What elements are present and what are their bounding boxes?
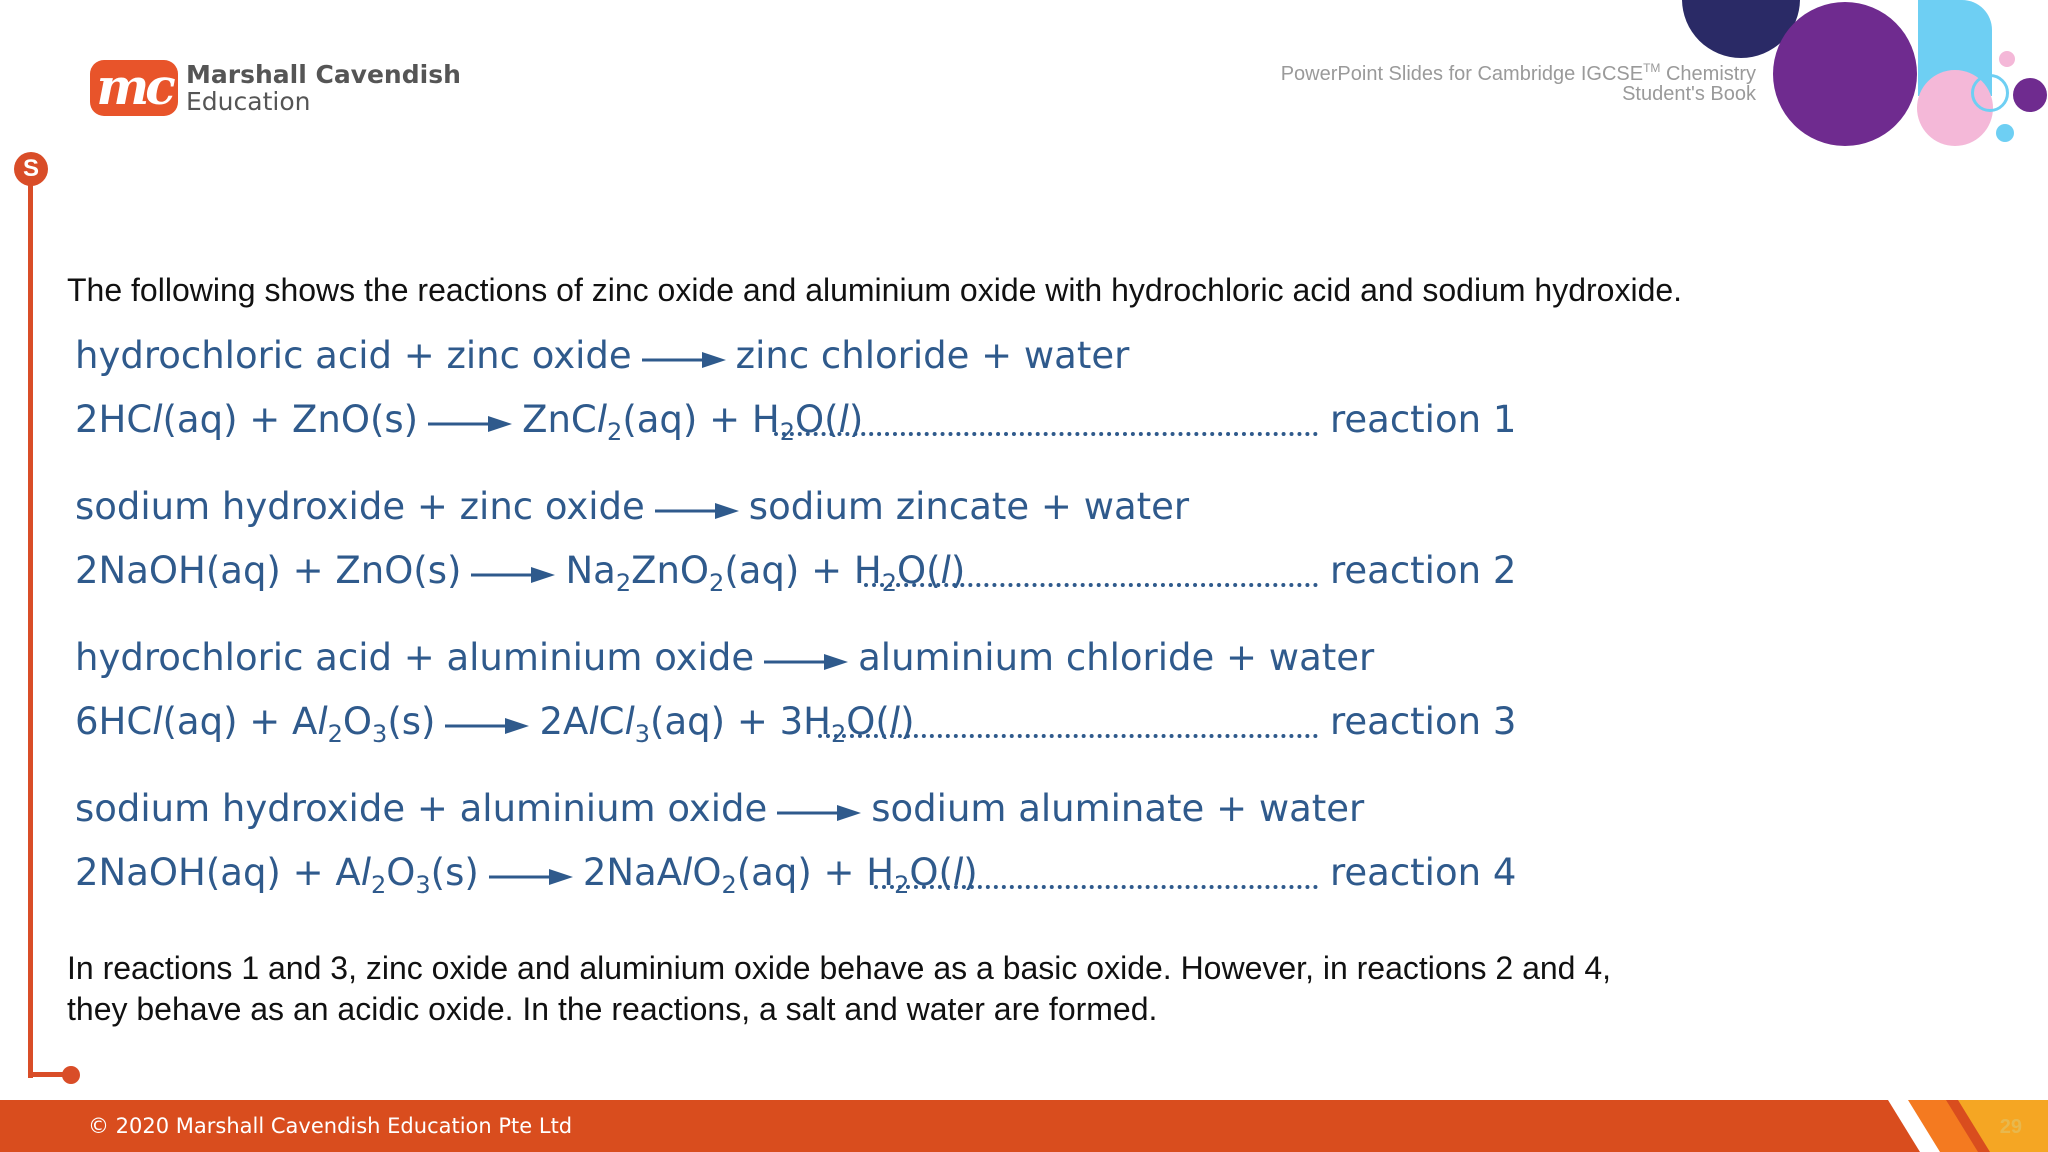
leader-dots-1 (774, 432, 1318, 436)
arrow-icon (655, 487, 739, 531)
products-words: sodium zincate + water (748, 485, 1190, 528)
reactants-words: sodium hydroxide + zinc oxide (75, 485, 645, 528)
decor-circle-purple (1773, 2, 1917, 146)
arrow-icon (642, 336, 726, 380)
reactants-words: sodium hydroxide + aluminium oxide (75, 787, 768, 830)
chemical-equation-1: 2HCl(aq) + ZnO(s) ZnCl$_2$(aq) + $H_2O(l)$ (75, 398, 864, 446)
reaction-label-2: reaction 2 (1330, 549, 1517, 592)
side-rail (28, 178, 33, 1078)
leader-dots-2 (864, 583, 1318, 587)
decor-ring-cyan (1971, 74, 2009, 112)
reaction-label-3: reaction 3 (1330, 700, 1517, 743)
arrow-icon (489, 853, 573, 897)
logo-mark: mc (90, 60, 178, 116)
header-line-1: PowerPoint Slides for Cambridge IGCSE™ Chemistry (1280, 61, 1756, 85)
reaction-label-4: reaction 4 (1330, 851, 1517, 894)
conclusion-line-2: they behave as an acidic oxide. In the reactions, a salt and water are formed. (67, 991, 1158, 1027)
section-badge: S (14, 152, 48, 186)
decor-dot-cyan (1996, 124, 2014, 142)
chemical-equation-3: $6HCl(aq) + Al_2O_3(s)$ 2AlCl$_3$(aq) + $3H_2O(l)$ (75, 700, 915, 748)
header-caption (1281, 58, 1756, 104)
logo-line-2: Education (186, 87, 311, 116)
arrow-icon (777, 789, 861, 833)
header-line-2: Student's Book (1622, 83, 1756, 105)
conclusion-text (67, 948, 1611, 1030)
reactants-words: hydrochloric acid + zinc oxide (75, 334, 632, 377)
page-number: 29 (1999, 1116, 2022, 1138)
products-words: aluminium chloride + water (858, 636, 1375, 679)
side-rail-dot (62, 1066, 80, 1084)
reaction-label-1: reaction 1 (1330, 398, 1517, 441)
logo-line-1: Marshall Cavendish (186, 60, 461, 89)
leader-dots-4 (874, 885, 1318, 889)
leader-dots-3 (818, 734, 1318, 738)
products-words: zinc chloride + water (735, 334, 1130, 377)
chemical-equation-2: 2NaOH(aq) + ZnO(s) $Na_2ZnO_2(aq) + H_2O(l)$ (75, 549, 966, 597)
intro-text: The following shows the reactions of zinc oxide and aluminium oxide with hydrochloric acid and sodium hydroxide. (67, 272, 1683, 308)
arrow-icon (445, 702, 529, 746)
products-words: sodium aluminate + water (871, 787, 1365, 830)
chemical-equation-4: 2NaOH(aq) + $Al_2O_3(s)$ 2NaAlO$_2$(aq) + $H_2O(l)$ (75, 851, 978, 899)
word-equation-2 (75, 485, 1189, 531)
word-equation-4 (75, 787, 1364, 833)
conclusion-line-1: In reactions 1 and 3, zinc oxide and aluminium oxide behave as a basic oxide. However, in reactions 2 and 4, (67, 950, 1612, 986)
arrow-icon (764, 638, 848, 682)
arrow-icon (471, 551, 555, 595)
reactants-words: hydrochloric acid + aluminium oxide (75, 636, 755, 679)
footer-stripes (1888, 1100, 2048, 1152)
copyright-text: © 2020 Marshall Cavendish Education Pte Ltd (88, 1114, 573, 1138)
arrow-icon (428, 400, 512, 444)
decor-dot-pink (1999, 51, 2015, 67)
word-equation-1 (75, 334, 1129, 380)
word-equation-3 (75, 636, 1374, 682)
decor-dot-purple (2013, 78, 2047, 112)
logo-text (186, 62, 461, 114)
publisher-logo (90, 57, 461, 116)
